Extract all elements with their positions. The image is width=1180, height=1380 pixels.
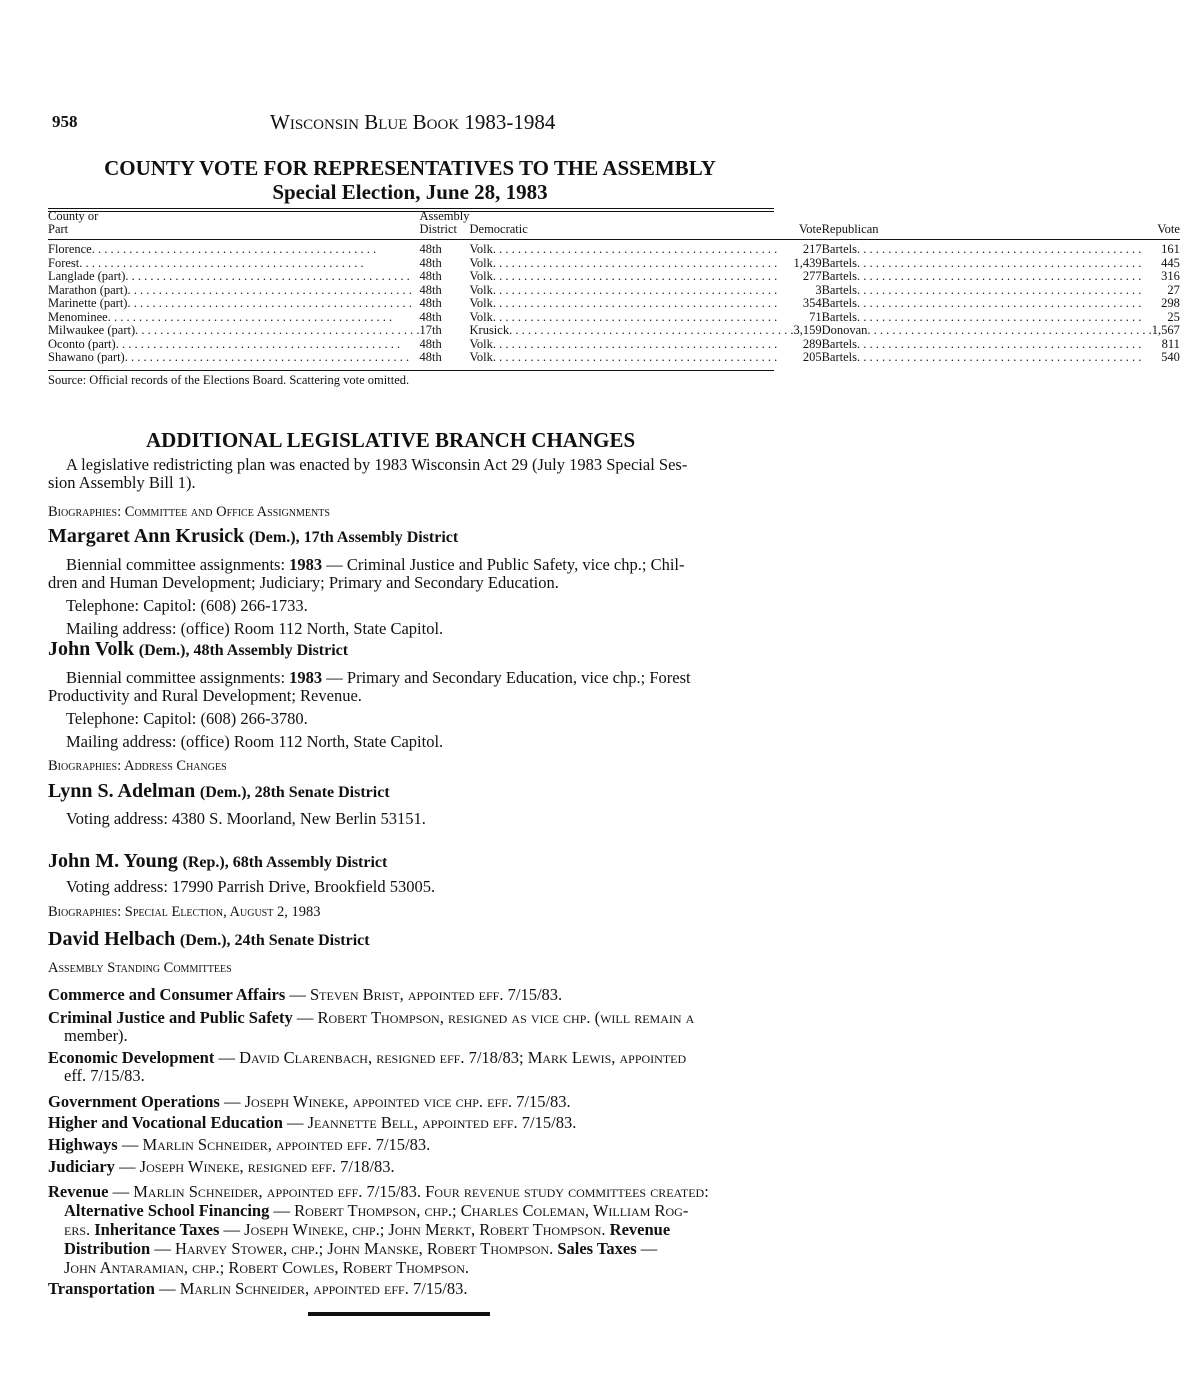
republican-candidate-cell: Bartels . . . — [822, 284, 1152, 298]
volk-name: John Volk — [48, 638, 135, 660]
table-bottom-rule — [48, 370, 774, 371]
subhead-address-changes: Biographies: Address Changes — [48, 758, 227, 774]
table-row — [48, 270, 1180, 284]
district-cell: 48th — [419, 255, 442, 270]
district-cell: 17th — [419, 323, 442, 337]
democratic-candidate-cell: Krusick . . . — [470, 324, 794, 338]
table-row — [48, 324, 1180, 338]
committee-higher-education: Higher and Vocational Education — Jeannette Bell, appointed eff. 7/15/83. — [48, 1113, 577, 1132]
republican-vote-cell: 811 — [1161, 336, 1180, 351]
republican-vote-cell: 316 — [1161, 269, 1180, 283]
volk-heading — [48, 638, 348, 661]
district-cell: 48th — [419, 350, 442, 364]
republican-vote-cell: 27 — [1167, 282, 1180, 297]
republican-candidate-cell: Bartels . . . — [822, 338, 1152, 352]
col-rep-vote: Vote — [1157, 222, 1180, 236]
democratic-candidate-cell: Volk . . . — [470, 338, 794, 352]
page-number: 958 — [52, 112, 78, 131]
adelman-affiliation: (Dem.), 28th Senate District — [199, 784, 390, 801]
democratic-vote-cell: 3,159 — [793, 323, 822, 337]
county-cell: Oconto (part) . . . — [48, 338, 420, 352]
young-name: John M. Young — [48, 850, 178, 872]
district-cell: 48th — [419, 296, 442, 310]
table-row — [48, 311, 1180, 325]
krusick-mailing: Mailing address: (office) Room 112 North, State Capitol. — [66, 619, 444, 638]
democratic-candidate-cell: Volk . . . — [470, 351, 794, 365]
krusick-heading — [48, 525, 458, 548]
table-source-note: Source: Official records of the Elections Board. Scattering vote omitted. — [48, 373, 410, 387]
republican-candidate-cell: Bartels . . . — [822, 351, 1152, 365]
republican-vote-cell: 540 — [1161, 350, 1180, 364]
democratic-vote-cell: 277 — [802, 269, 822, 283]
county-cell: Florence . . . — [48, 243, 420, 257]
democratic-vote-cell: 354 — [802, 296, 822, 310]
young-heading — [48, 850, 387, 873]
helbach-heading — [48, 928, 370, 951]
republican-candidate-cell: Bartels . . . — [822, 270, 1152, 284]
county-cell: Langlade (part) . . . — [48, 270, 420, 284]
district-cell: 48th — [419, 336, 442, 351]
democratic-candidate-cell: Volk . . . — [470, 257, 794, 271]
democratic-vote-cell: 3 — [815, 282, 822, 297]
subhead-special-election: Biographies: Special Election, August 2, 1983 — [48, 904, 321, 920]
committee-transportation: Transportation — Marlin Schneider, appointed eff. 7/15/83. — [48, 1279, 468, 1298]
adelman-heading — [48, 780, 390, 803]
county-cell: Menominee . . . — [48, 311, 420, 325]
republican-candidate-cell: Bartels . . . — [822, 243, 1152, 257]
krusick-assignments: Biennial committee assignments: 1983 — Criminal Justice and Public Safety, vice chp.; Chil- dren and Human Development; Judiciary; Primary and Secondary Education. — [48, 555, 685, 592]
democratic-vote-cell: 217 — [802, 242, 822, 256]
democratic-candidate-cell: Volk . . . — [470, 297, 794, 311]
helbach-name: David Helbach — [48, 928, 176, 950]
subhead-committee-assignments: Biographies: Committee and Office Assignments — [48, 504, 330, 520]
democratic-candidate-cell: Volk . . . — [470, 284, 794, 298]
republican-vote-cell: 298 — [1161, 296, 1180, 310]
volk-assignments: Biennial committee assignments: 1983 — Primary and Secondary Education, vice chp.; Forest Productivity and Rural Development; Revenue. — [48, 668, 691, 705]
democratic-vote-cell: 1,439 — [793, 255, 822, 270]
running-head: Wisconsin Blue Book 1983-1984 — [270, 110, 556, 134]
subhead-standing-committees: Assembly Standing Committees — [48, 960, 232, 976]
volk-telephone: Telephone: Capitol: (608) 266-3780. — [66, 709, 308, 728]
republican-candidate-cell: Bartels . . . — [822, 257, 1152, 271]
democratic-vote-cell: 205 — [802, 350, 822, 364]
adelman-address: Voting address: 4380 S. Moorland, New Berlin 53151. — [66, 809, 426, 828]
county-cell: Marathon (part) . . . — [48, 284, 420, 298]
table-row — [48, 243, 1180, 257]
table-title: COUNTY VOTE FOR REPRESENTATIVES TO THE ASSEMBLY — [104, 156, 716, 180]
end-rule — [308, 1312, 490, 1316]
republican-vote-cell: 161 — [1161, 242, 1180, 256]
helbach-affiliation: (Dem.), 24th Senate District — [179, 932, 370, 949]
republican-vote-cell: 445 — [1161, 255, 1180, 270]
col-republican: Republican — [821, 222, 879, 236]
district-cell: 48th — [419, 282, 442, 297]
intro-paragraph: A legislative redistricting plan was enacted by 1983 Wisconsin Act 29 (July 1983 Special Ses- sion Assembly Bill 1). — [48, 455, 688, 492]
krusick-affiliation: (Dem.), 17th Assembly District — [248, 529, 459, 546]
table-top-rule — [48, 208, 774, 209]
county-cell: Forest . . . — [48, 257, 420, 271]
table-row — [48, 351, 1180, 365]
table-row — [48, 257, 1180, 271]
committee-government-operations: Government Operations — Joseph Wineke, appointed vice chp. eff. 7/15/83. — [48, 1092, 571, 1111]
republican-candidate-cell: Donovan . . . — [822, 324, 1152, 338]
county-cell: Marinette (part) . . . — [48, 297, 420, 311]
democratic-vote-cell: 289 — [802, 336, 822, 351]
table-header-row — [48, 210, 1180, 239]
committee-economic-development: Economic Development — David Clarenbach, resigned eff. 7/18/83; Mark Lewis, appointed eff. 7/15/83. — [48, 1048, 687, 1085]
district-cell: 48th — [419, 309, 442, 324]
young-address: Voting address: 17990 Parrish Drive, Brookfield 53005. — [66, 877, 436, 896]
table-subtitle: Special Election, June 28, 1983 — [272, 180, 548, 204]
district-cell: 48th — [419, 242, 442, 256]
county-cell: Milwaukee (part) . . . — [48, 324, 420, 338]
county-cell: Shawano (part) . . . — [48, 351, 420, 365]
republican-vote-cell: 1,567 — [1151, 323, 1180, 337]
young-affiliation: (Rep.), 68th Assembly District — [182, 854, 388, 871]
democratic-candidate-cell: Volk . . . — [470, 311, 794, 325]
committee-commerce: Commerce and Consumer Affairs — Steven Brist, appointed eff. 7/15/83. — [48, 985, 563, 1004]
republican-candidate-cell: Bartels . . . — [822, 311, 1152, 325]
district-cell: 48th — [419, 269, 442, 283]
democratic-vote-cell: 71 — [809, 309, 822, 324]
col-district: Assembly District — [419, 209, 470, 236]
volk-affiliation: (Dem.), 48th Assembly District — [138, 642, 349, 659]
table-row — [48, 284, 1180, 298]
republican-vote-cell: 25 — [1167, 309, 1180, 324]
democratic-candidate-cell: Volk . . . — [470, 270, 794, 284]
vote-table — [48, 210, 1180, 365]
col-democratic: Democratic — [469, 222, 528, 236]
committee-judiciary: Judiciary — Joseph Wineke, resigned eff. 7/18/83. — [48, 1157, 395, 1176]
committee-criminal-justice: Criminal Justice and Public Safety — Robert Thompson, resigned as vice chp. (will remain a member). — [48, 1008, 695, 1045]
republican-candidate-cell: Bartels . . . — [822, 297, 1152, 311]
krusick-name: Margaret Ann Krusick — [48, 525, 245, 547]
table-title-block — [0, 156, 820, 204]
volk-mailing: Mailing address: (office) Room 112 North, State Capitol. — [66, 732, 444, 751]
col-dem-vote: Vote — [798, 222, 822, 236]
section-title: ADDITIONAL LEGISLATIVE BRANCH CHANGES — [146, 428, 636, 452]
democratic-candidate-cell: Volk . . . — [470, 243, 794, 257]
table-row — [48, 338, 1180, 352]
adelman-name: Lynn S. Adelman — [48, 780, 196, 802]
krusick-telephone: Telephone: Capitol: (608) 266-1733. — [66, 596, 308, 615]
col-county: County or Part — [48, 209, 99, 236]
table-row — [48, 297, 1180, 311]
committee-revenue: Revenue — Marlin Schneider, appointed eff. 7/15/83. Four revenue study committees created: Alternative School Financing — Robert Thompson, chp.; Charles Coleman, William Rog- ers. Inheritance Taxes — Joseph Wineke, chp.; John Merkt, Robert Thompson. Revenue Distribution — Harvey Stower, chp.; John Manske, Robert Thompson. Sales Taxes — John Antaramian, chp.; Robert Cowles, Robert Thompson. — [48, 1182, 709, 1277]
committee-highways: Highways — Marlin Schneider, appointed eff. 7/15/83. — [48, 1135, 431, 1154]
